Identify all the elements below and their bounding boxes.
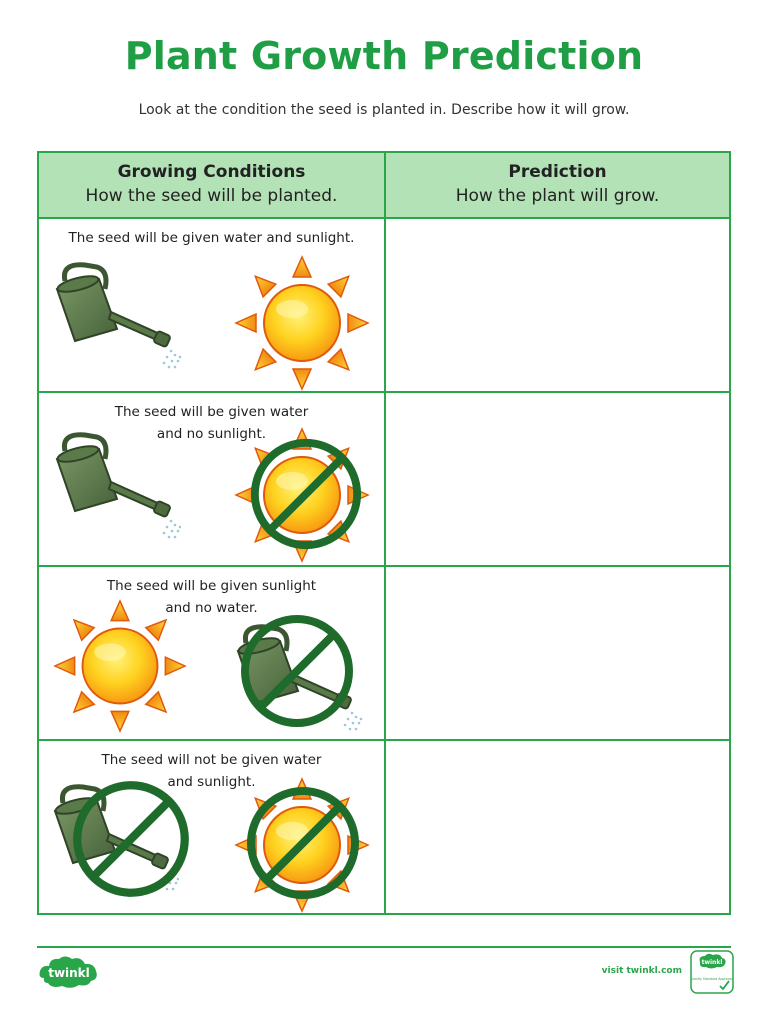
table-row	[38, 392, 730, 566]
condition-cell	[38, 566, 385, 740]
condition-line: The seed will be given water	[114, 404, 309, 420]
header-prediction	[385, 152, 730, 218]
prediction-area[interactable]	[386, 219, 729, 391]
prediction-area[interactable]	[386, 567, 729, 739]
condition-illustration	[39, 393, 386, 567]
logo-text: twinkl	[48, 966, 90, 980]
header-subtitle: How the plant will grow.	[455, 186, 660, 206]
prediction-area[interactable]	[386, 741, 729, 913]
worksheet-table	[37, 151, 731, 915]
condition-line: and sunlight.	[167, 774, 256, 790]
condition-illustration	[39, 567, 386, 741]
header-title: Growing Conditions	[117, 162, 306, 182]
condition-cell	[38, 740, 385, 914]
condition-illustration	[39, 219, 386, 393]
sun-icon	[55, 601, 185, 731]
watering-can-icon	[56, 265, 181, 369]
prediction-cell[interactable]	[385, 392, 730, 566]
table-header-row	[38, 152, 730, 218]
prediction-area[interactable]	[386, 393, 729, 565]
sun-icon	[236, 257, 368, 389]
footer-divider	[37, 946, 731, 948]
header-growing-conditions	[38, 152, 385, 218]
condition-line: and no water.	[165, 600, 258, 616]
condition-illustration	[39, 741, 386, 915]
table-row	[38, 566, 730, 740]
table-row	[38, 218, 730, 392]
condition-line: The seed will be given water and sunlight.	[68, 230, 355, 246]
watering-can-icon	[54, 787, 179, 891]
condition-line: The seed will be given sunlight	[106, 578, 317, 594]
header-subtitle: How the seed will be planted.	[85, 186, 338, 206]
prediction-cell[interactable]	[385, 740, 730, 914]
footer-url-link[interactable]: visit twinkl.com	[601, 966, 682, 976]
twinkl-logo[interactable]	[38, 954, 100, 990]
condition-line: and no sunlight.	[156, 426, 267, 442]
header-title: Prediction	[508, 162, 607, 182]
quality-badge-icon	[690, 950, 734, 994]
condition-cell	[38, 218, 385, 392]
table-row	[38, 740, 730, 914]
prediction-cell[interactable]	[385, 218, 730, 392]
condition-line: The seed will not be given water	[101, 752, 322, 768]
page-title: Plant Growth Prediction	[124, 34, 644, 78]
watering-can-icon	[56, 435, 181, 539]
badge-subtext: Quality Standard Approved	[690, 977, 734, 981]
prediction-cell[interactable]	[385, 566, 730, 740]
badge-text: twinkl	[701, 959, 723, 966]
instruction-text: Look at the condition the seed is planted in. Describe how it will grow.	[138, 102, 630, 118]
condition-cell	[38, 392, 385, 566]
